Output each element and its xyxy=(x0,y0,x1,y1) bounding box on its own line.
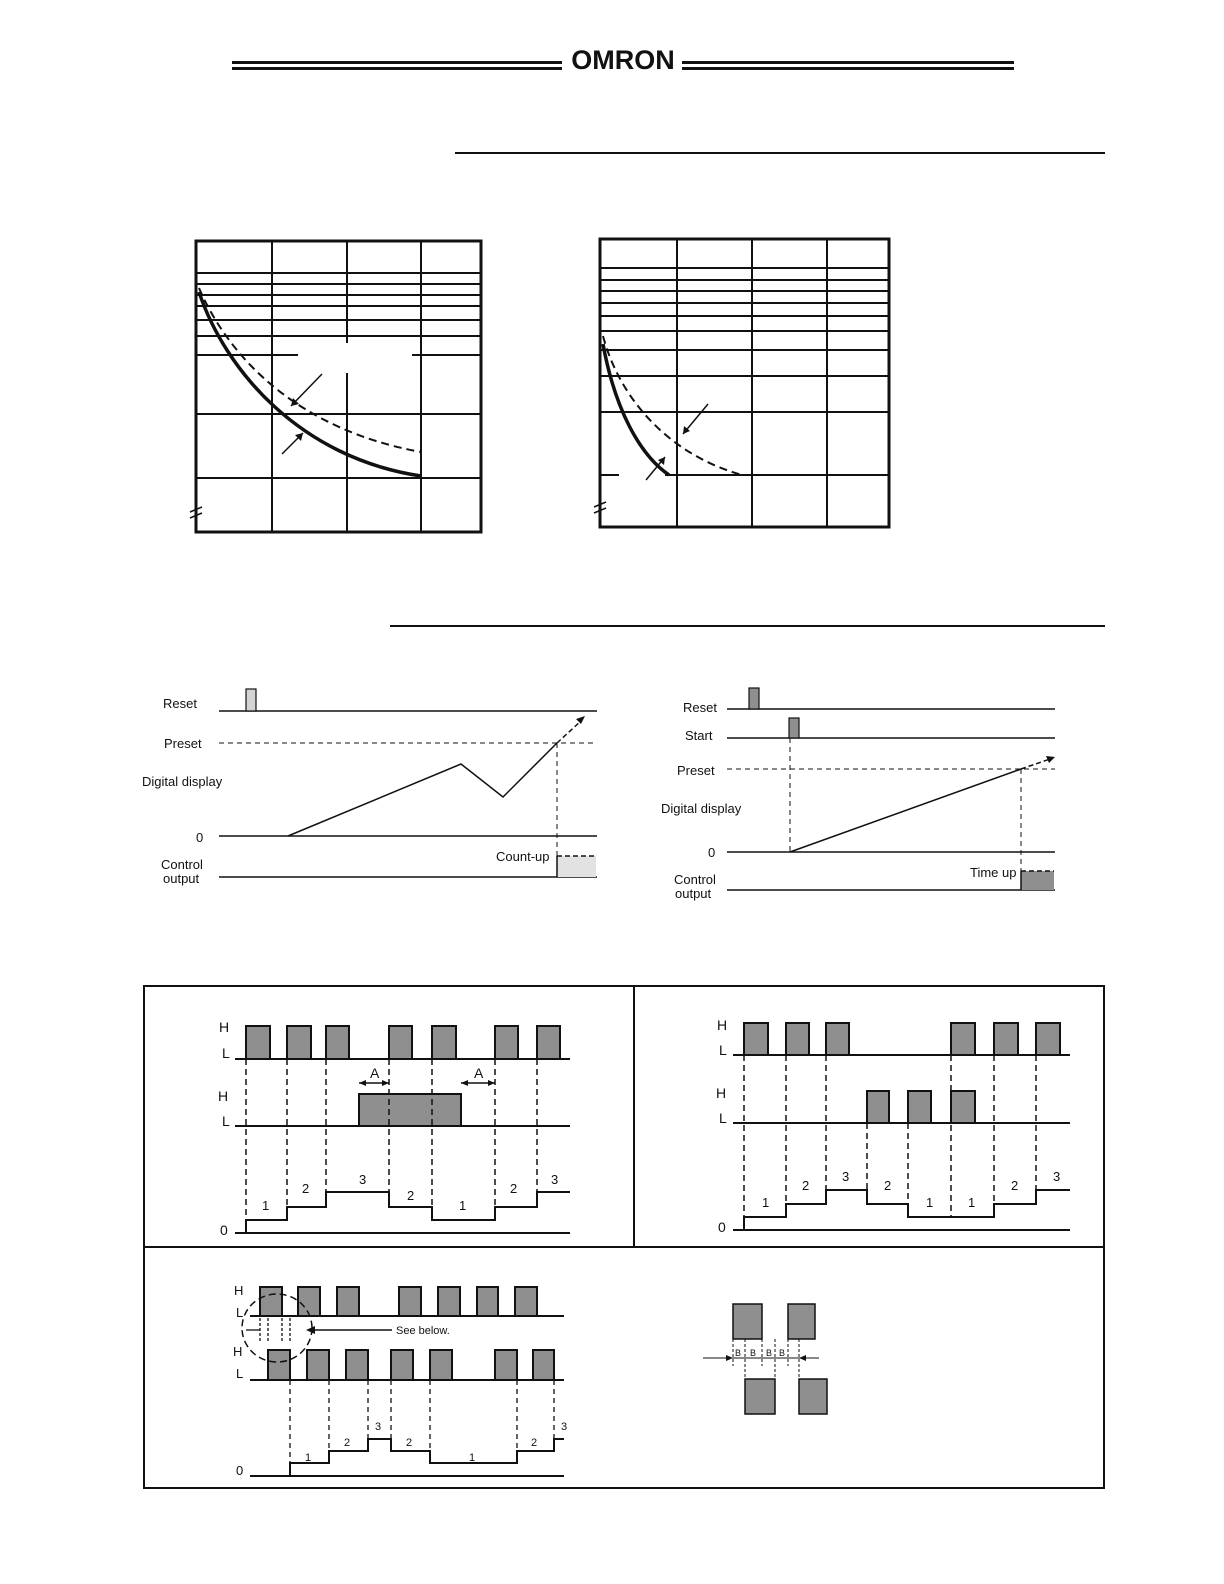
label-b: B xyxy=(750,1348,757,1358)
label-h: H xyxy=(233,1344,243,1359)
label-b: B xyxy=(779,1348,786,1358)
step-label: 2 xyxy=(406,1437,413,1449)
label-start: Start xyxy=(685,728,713,743)
label-preset: Preset xyxy=(677,763,715,778)
label-h: H xyxy=(716,1085,727,1101)
label-l: L xyxy=(222,1113,230,1129)
detail-pulse-b xyxy=(745,1379,775,1414)
label-preset: Preset xyxy=(164,736,202,751)
signal-b-pulse xyxy=(359,1094,461,1126)
label-zero: 0 xyxy=(718,1219,726,1235)
label-offset-a: A xyxy=(474,1065,484,1081)
label-reset: Reset xyxy=(163,696,197,711)
step-label: 1 xyxy=(968,1195,976,1210)
step-label: 3 xyxy=(551,1172,559,1187)
label-control-1: Control xyxy=(161,857,203,872)
label-l: L xyxy=(236,1366,244,1381)
step-label: 1 xyxy=(762,1195,770,1210)
step-label: 1 xyxy=(262,1198,270,1213)
panel-2 xyxy=(716,1017,1070,1235)
label-zero: 0 xyxy=(708,845,716,860)
step-label: 2 xyxy=(531,1437,538,1449)
step-label: 3 xyxy=(375,1421,382,1433)
step-label: 2 xyxy=(802,1178,810,1193)
detail-guide-lines xyxy=(733,1339,799,1379)
label-see-below: See below. xyxy=(396,1325,450,1337)
detail-pulse-a xyxy=(788,1304,815,1339)
step-label: 3 xyxy=(561,1421,568,1433)
label-h: H xyxy=(234,1283,244,1298)
label-reset: Reset xyxy=(683,700,717,715)
arrowhead xyxy=(306,1326,315,1334)
brand-logo: OMRON xyxy=(571,45,675,75)
signal-a-pulses xyxy=(744,1023,1060,1055)
step-label: 2 xyxy=(344,1437,351,1449)
step-label: 2 xyxy=(884,1178,892,1193)
panel-table-frame xyxy=(144,986,1104,1488)
label-l: L xyxy=(719,1110,727,1126)
label-l: L xyxy=(236,1305,244,1320)
signal-b-pulses xyxy=(867,1091,975,1123)
event-lines xyxy=(744,1055,1036,1229)
step-label: 1 xyxy=(459,1198,467,1213)
label-offset-a: A xyxy=(370,1065,380,1081)
label-control-2: output xyxy=(163,871,200,886)
step-label: 2 xyxy=(407,1188,415,1203)
signal-b-pulses xyxy=(268,1350,554,1380)
step-label: 2 xyxy=(510,1181,518,1196)
step-label: 3 xyxy=(1053,1169,1061,1184)
count-step-labels xyxy=(305,1421,567,1464)
label-zero: 0 xyxy=(220,1222,228,1238)
count-staircase xyxy=(744,1190,1070,1230)
step-label: 1 xyxy=(305,1452,312,1464)
step-label: 2 xyxy=(1011,1178,1019,1193)
label-zero: 0 xyxy=(236,1463,244,1478)
step-label: 3 xyxy=(842,1169,850,1184)
panel-1 xyxy=(218,1019,570,1238)
label-zero: 0 xyxy=(196,830,204,845)
panel-3 xyxy=(233,1283,567,1478)
step-label: 2 xyxy=(302,1181,310,1196)
label-l: L xyxy=(222,1045,230,1061)
label-l: L xyxy=(719,1042,727,1058)
label-digital-display: Digital display xyxy=(142,774,223,789)
label-count-up: Count-up xyxy=(496,849,550,864)
label-digital-display: Digital display xyxy=(661,801,742,816)
label-b: B xyxy=(735,1348,742,1358)
label-control-1: Control xyxy=(674,872,716,887)
label-time-up: Time up xyxy=(970,865,1017,880)
label-control-2: output xyxy=(675,886,712,901)
detail-pulse-a xyxy=(733,1304,762,1339)
step-label: 1 xyxy=(926,1195,934,1210)
step-label: 3 xyxy=(359,1172,367,1187)
label-h: H xyxy=(717,1017,728,1033)
step-label: 1 xyxy=(469,1452,476,1464)
signal-a-pulses xyxy=(246,1026,560,1059)
count-staircase xyxy=(290,1439,564,1476)
detail-enlargement xyxy=(703,1304,827,1414)
label-h: H xyxy=(218,1088,229,1104)
label-b: B xyxy=(766,1348,773,1358)
signal-a-pulses xyxy=(260,1287,537,1316)
detail-pulse-b xyxy=(799,1379,827,1414)
detail-b-markers xyxy=(246,1318,290,1342)
label-h: H xyxy=(219,1019,230,1035)
